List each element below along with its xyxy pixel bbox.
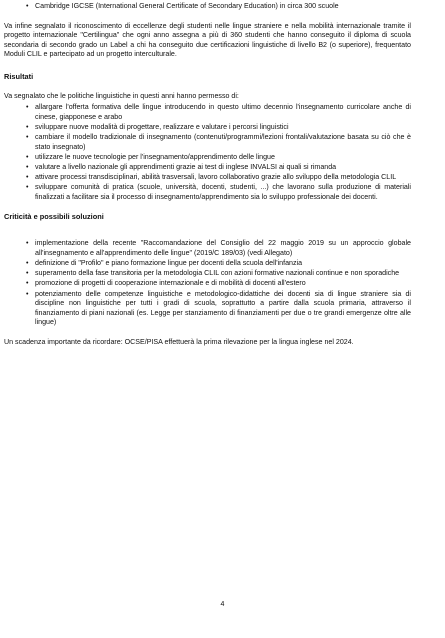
bullet-icon: •: [26, 269, 29, 278]
list-item: • allargare l'offerta formativa delle lingue introducendo in questo ultimo decennio l'insegnamento curricolare anche di cinese, giapponese e arabo: [26, 103, 411, 121]
bullet-icon: •: [26, 103, 29, 112]
list-item: • sviluppare comunità di pratica (scuole, università, docenti, studenti, ...) che lavorano sulla produzione di materiali finalizzati a facilitare sia il processo di insegnamento/apprendimento sia lo sviluppo professionale dei docenti.: [26, 183, 411, 202]
bullet-icon: •: [26, 163, 29, 172]
list-item: • potenziamento delle competenze linguistiche e metodologico-didattiche dei docenti sia di lingue straniere sia di discipline non linguistiche per tutti i gradi di scuola, soprattutto a partire dalla scuola primaria, attraverso il finanziamento di piani nazionali (es. Legge per stanziamento di finanziamenti per due o tre grandi emergenze oltre alle lingue): [26, 289, 411, 327]
bullet-icon: •: [26, 279, 29, 288]
list-item: • valutare a livello nazionale gli apprendimenti grazie ai test di inglese INVALSI ai quali si rimanda: [26, 163, 337, 172]
page-number: 4: [220, 601, 225, 608]
bullet-icon: •: [26, 259, 29, 268]
bullet-icon: •: [26, 173, 29, 182]
bullet-icon: •: [26, 239, 29, 248]
list-item: • promozione di progetti di cooperazione internazionale e di mobilità di docenti all'estero: [26, 279, 306, 288]
list-item: • attivare processi transdisciplinari, abilità trasversali, lavoro collaborativo grazie allo sviluppo della metodologia CLIL: [26, 173, 397, 182]
bullet-icon: •: [26, 133, 29, 142]
paragraph-results-intro: Va segnalato che le politiche linguistiche in questi anni hanno permesso di:: [4, 91, 239, 100]
bullet-icon: •: [26, 183, 29, 192]
results-bullet-list: [4, 103, 411, 203]
bullet-icon: •: [26, 122, 29, 131]
list-item: • Cambridge IGCSE (International General Certificate of Secondary Education) in circa 300 scuole: [26, 2, 339, 10]
heading-criticalities: Criticità e possibili soluzioni: [4, 211, 104, 221]
list-item: • superamento della fase transitoria per la metodologia CLIL con azioni formative nazionali continue e non sporadiche: [26, 269, 400, 278]
list-item: • sviluppare nuove modalità di progettare, realizzare e valutare i percorsi linguistici: [26, 122, 289, 131]
criticalities-bullet-list: [4, 239, 411, 328]
paragraph-ocse-pisa: Un scadenza importante da ricordare: OCSE/PISA effettuerà la prima rilevazione per la lingua inglese nel 2024.: [4, 337, 354, 346]
bullet-icon: •: [26, 152, 29, 161]
list-item: • cambiare il modello tradizionale di insegnamento (contenuti/programmi/lezioni frontali/valutazione basata su ciò che è stato insegnato): [26, 133, 411, 151]
list-item: • definizione di "Profilo" e piano formazione lingue per docenti della scuola dell'infanzia: [26, 259, 303, 268]
bullet-icon: •: [26, 2, 29, 10]
list-item: • implementazione della recente "Raccomandazione del Consiglio del 22 maggio 2019 su un approccio globale all'insegnamento e all'apprendimento delle lingue" (2019/C 189/03) (vedi Allegato): [26, 239, 411, 257]
top-bullet-list: [4, 0, 411, 12]
bullet-icon: •: [26, 289, 29, 298]
heading-results: Risultati: [4, 71, 34, 81]
paragraph-certilingua: Va infine segnalato il riconoscimento di eccellenze degli studenti nelle lingue straniere e nella mobilità internazionale tramite il progetto internazionale "Certilingua" che ogni anno assegna a più di 360 studenti che hanno conseguito il diploma di scuola secondaria di secondo grado un Label a chi ha conseguito due certificazioni linguistiche di livello B2 (o superiore), frequentato Moduli CLIL e partecipato ad un progetto interculturale.: [4, 21, 411, 59]
list-item: • utilizzare le nuove tecnologie per l'insegnamento/apprendimento delle lingue: [26, 152, 275, 161]
